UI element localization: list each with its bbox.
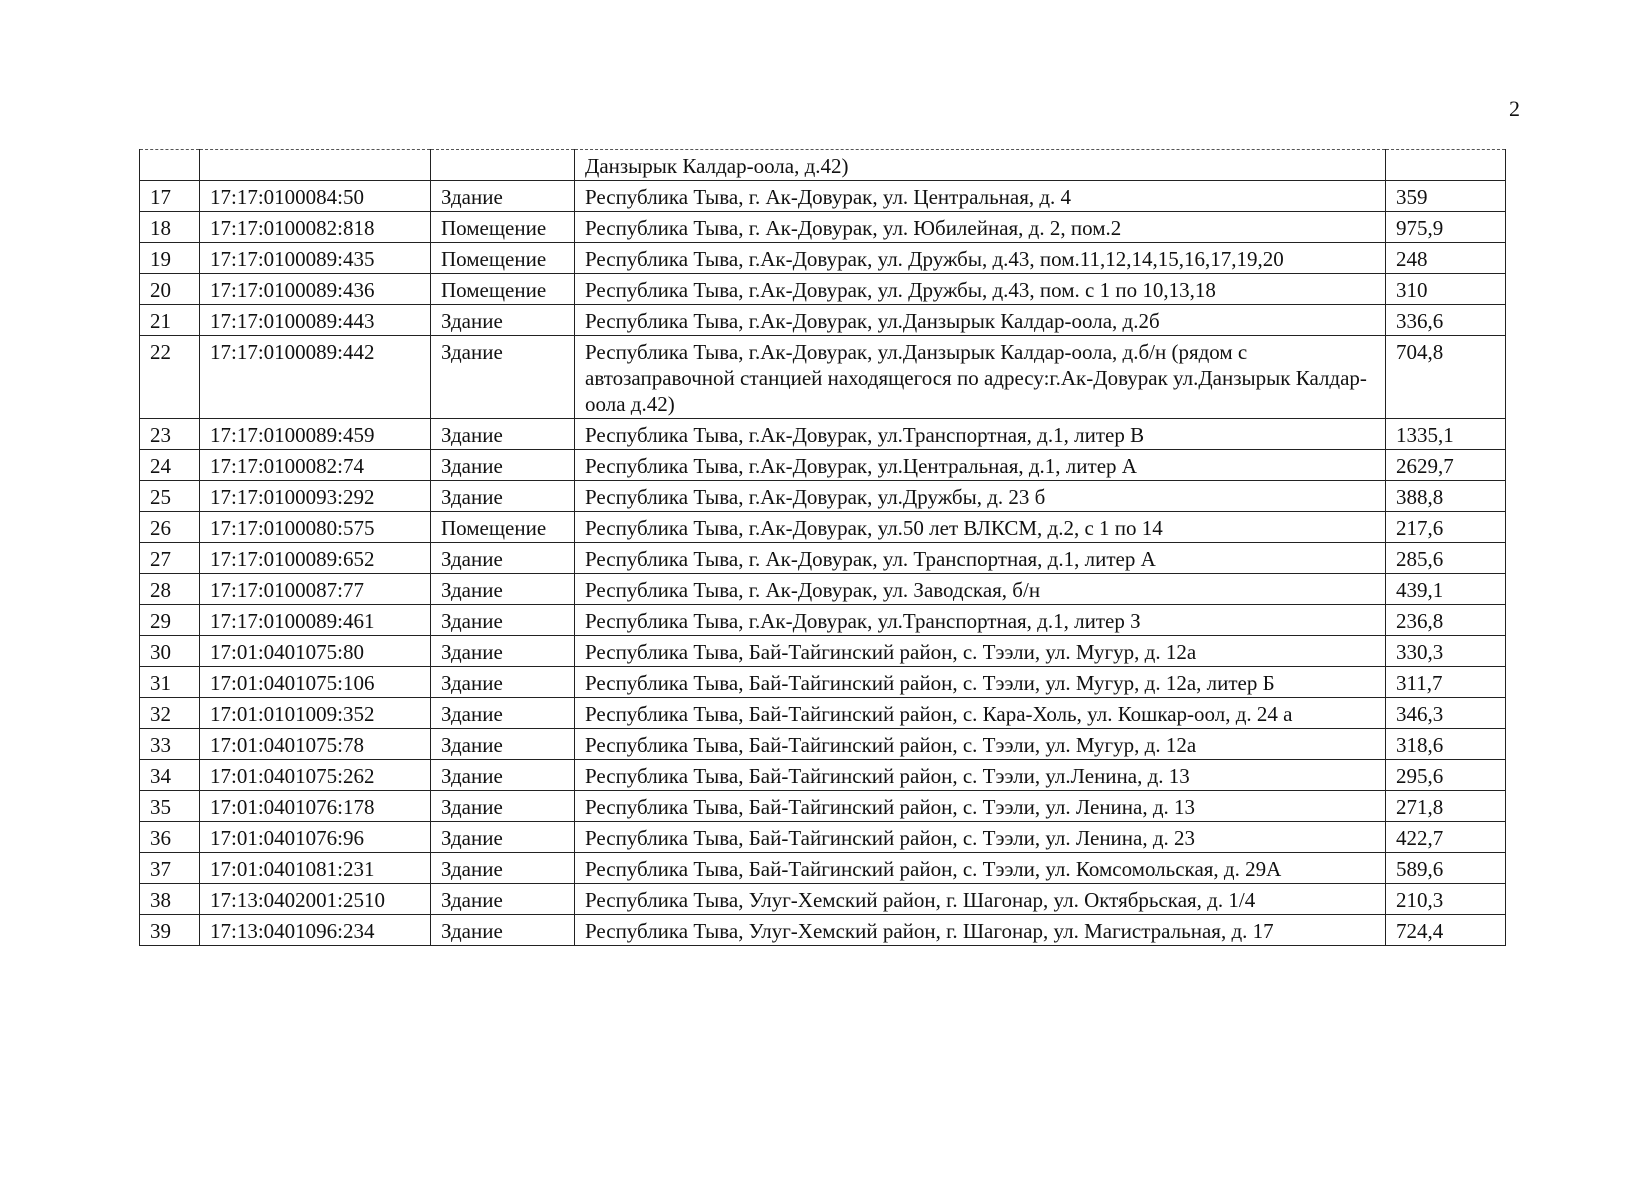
cell-area: 336,6 xyxy=(1386,305,1506,336)
property-table xyxy=(139,149,1506,946)
cell-num: 31 xyxy=(140,667,200,698)
cell-area: 236,8 xyxy=(1386,605,1506,636)
table-row xyxy=(140,450,1506,481)
cell-area: 210,3 xyxy=(1386,884,1506,915)
cell-address: Республика Тыва, г.Ак-Довурак, ул.50 лет ВЛКСМ, д.2, с 1 по 14 xyxy=(575,512,1386,543)
cell-type: Здание xyxy=(431,543,575,574)
table-row xyxy=(140,822,1506,853)
cell-cadastral: 17:17:0100080:575 xyxy=(200,512,431,543)
cell-cadastral: 17:17:0100089:461 xyxy=(200,605,431,636)
table-row xyxy=(140,760,1506,791)
cell-type: Здание xyxy=(431,729,575,760)
cell-address: Республика Тыва, Бай-Тайгинский район, с. Тээли, ул.Ленина, д. 13 xyxy=(575,760,1386,791)
cell-num: 39 xyxy=(140,915,200,946)
table-row xyxy=(140,481,1506,512)
cell-address: Республика Тыва, г.Ак-Довурак, ул.Данзырык Калдар-оола, д.2б xyxy=(575,305,1386,336)
cell-num: 38 xyxy=(140,884,200,915)
cell-cadastral: 17:17:0100087:77 xyxy=(200,574,431,605)
cell-area: 2629,7 xyxy=(1386,450,1506,481)
cell-area: 311,7 xyxy=(1386,667,1506,698)
table-row xyxy=(140,884,1506,915)
cell-area: 439,1 xyxy=(1386,574,1506,605)
cell-num: 22 xyxy=(140,336,200,419)
cell-num: 27 xyxy=(140,543,200,574)
cell-area: 248 xyxy=(1386,243,1506,274)
table-row xyxy=(140,305,1506,336)
cell-cadastral: 17:01:0401076:96 xyxy=(200,822,431,853)
cell-num: 21 xyxy=(140,305,200,336)
cell-num: 25 xyxy=(140,481,200,512)
table-row xyxy=(140,181,1506,212)
cell-num: 24 xyxy=(140,450,200,481)
table-row xyxy=(140,636,1506,667)
cell-address: Республика Тыва, Бай-Тайгинский район, с. Тээли, ул. Комсомольская, д. 29А xyxy=(575,853,1386,884)
cell-cadastral: 17:01:0401075:80 xyxy=(200,636,431,667)
table-body xyxy=(140,150,1506,946)
cell-num: 33 xyxy=(140,729,200,760)
cell-cadastral: 17:17:0100082:74 xyxy=(200,450,431,481)
table-row xyxy=(140,791,1506,822)
cell-area: 422,7 xyxy=(1386,822,1506,853)
cell-type xyxy=(431,150,575,181)
cell-address: Республика Тыва, Бай-Тайгинский район, с. Тээли, ул. Мугур, д. 12а xyxy=(575,729,1386,760)
table-row xyxy=(140,605,1506,636)
cell-area: 724,4 xyxy=(1386,915,1506,946)
cell-num xyxy=(140,150,200,181)
cell-area: 285,6 xyxy=(1386,543,1506,574)
cell-num: 34 xyxy=(140,760,200,791)
cell-type: Здание xyxy=(431,181,575,212)
cell-area: 359 xyxy=(1386,181,1506,212)
cell-address: Республика Тыва, Бай-Тайгинский район, с. Тээли, ул. Мугур, д. 12а xyxy=(575,636,1386,667)
table-row xyxy=(140,336,1506,419)
cell-area: 589,6 xyxy=(1386,853,1506,884)
cell-num: 35 xyxy=(140,791,200,822)
table-row xyxy=(140,698,1506,729)
table-row xyxy=(140,212,1506,243)
table-row xyxy=(140,274,1506,305)
cell-area: 318,6 xyxy=(1386,729,1506,760)
cell-type: Здание xyxy=(431,336,575,419)
cell-address: Республика Тыва, г. Ак-Довурак, ул. Транспортная, д.1, литер А xyxy=(575,543,1386,574)
cell-address: Республика Тыва, Улуг-Хемский район, г. Шагонар, ул. Магистральная, д. 17 xyxy=(575,915,1386,946)
cell-cadastral: 17:17:0100089:443 xyxy=(200,305,431,336)
cell-type: Здание xyxy=(431,853,575,884)
cell-num: 18 xyxy=(140,212,200,243)
cell-address: Республика Тыва, г.Ак-Довурак, ул. Дружбы, д.43, пом. с 1 по 10,13,18 xyxy=(575,274,1386,305)
cell-address: Республика Тыва, Улуг-Хемский район, г. Шагонар, ул. Октябрьская, д. 1/4 xyxy=(575,884,1386,915)
cell-cadastral: 17:01:0401075:78 xyxy=(200,729,431,760)
cell-num: 28 xyxy=(140,574,200,605)
cell-address: Республика Тыва, Бай-Тайгинский район, с. Тээли, ул. Ленина, д. 13 xyxy=(575,791,1386,822)
cell-type: Здание xyxy=(431,419,575,450)
cell-num: 20 xyxy=(140,274,200,305)
cell-type: Помещение xyxy=(431,243,575,274)
cell-num: 23 xyxy=(140,419,200,450)
cell-type: Здание xyxy=(431,574,575,605)
cell-cadastral: 17:17:0100089:435 xyxy=(200,243,431,274)
table-row xyxy=(140,574,1506,605)
cell-type: Здание xyxy=(431,636,575,667)
cell-cadastral: 17:01:0101009:352 xyxy=(200,698,431,729)
cell-address: Республика Тыва, Бай-Тайгинский район, с. Кара-Холь, ул. Кошкар-оол, д. 24 а xyxy=(575,698,1386,729)
cell-area: 310 xyxy=(1386,274,1506,305)
cell-address: Республика Тыва, г.Ак-Довурак, ул.Данзырык Калдар-оола, д.б/н (рядом с автозаправочной станцией находящегося по адресу:г.Ак-Довурак ул.Данзырык Калдар-оола д.42) xyxy=(575,336,1386,419)
cell-area: 330,3 xyxy=(1386,636,1506,667)
cell-type: Здание xyxy=(431,305,575,336)
cell-cadastral: 17:13:0401096:234 xyxy=(200,915,431,946)
cell-address: Республика Тыва, г. Ак-Довурак, ул. Юбилейная, д. 2, пом.2 xyxy=(575,212,1386,243)
cell-area: 346,3 xyxy=(1386,698,1506,729)
cell-num: 30 xyxy=(140,636,200,667)
cell-address: Республика Тыва, г.Ак-Довурак, ул. Дружбы, д.43, пом.11,12,14,15,16,17,19,20 xyxy=(575,243,1386,274)
table-row xyxy=(140,853,1506,884)
cell-cadastral: 17:17:0100093:292 xyxy=(200,481,431,512)
cell-type: Здание xyxy=(431,667,575,698)
cell-cadastral: 17:17:0100089:436 xyxy=(200,274,431,305)
cell-address: Республика Тыва, г.Ак-Довурак, ул.Транспортная, д.1, литер В xyxy=(575,419,1386,450)
cell-num: 36 xyxy=(140,822,200,853)
cell-type: Здание xyxy=(431,698,575,729)
cell-cadastral: 17:01:0401075:106 xyxy=(200,667,431,698)
cell-area: 217,6 xyxy=(1386,512,1506,543)
cell-type: Здание xyxy=(431,791,575,822)
cell-cadastral: 17:17:0100082:818 xyxy=(200,212,431,243)
cell-type: Помещение xyxy=(431,212,575,243)
table-row xyxy=(140,512,1506,543)
cell-address: Данзырык Калдар-оола, д.42) xyxy=(575,150,1386,181)
cell-num: 32 xyxy=(140,698,200,729)
cell-cadastral: 17:01:0401081:231 xyxy=(200,853,431,884)
cell-cadastral: 17:17:0100089:652 xyxy=(200,543,431,574)
cell-address: Республика Тыва, Бай-Тайгинский район, с. Тээли, ул. Мугур, д. 12а, литер Б xyxy=(575,667,1386,698)
cell-address: Республика Тыва, г.Ак-Довурак, ул.Дружбы, д. 23 б xyxy=(575,481,1386,512)
continuation-row xyxy=(140,150,1506,181)
cell-area: 975,9 xyxy=(1386,212,1506,243)
cell-num: 37 xyxy=(140,853,200,884)
table-row xyxy=(140,915,1506,946)
table-row xyxy=(140,243,1506,274)
cell-type: Здание xyxy=(431,450,575,481)
cell-num: 19 xyxy=(140,243,200,274)
cell-num: 17 xyxy=(140,181,200,212)
cell-cadastral: 17:01:0401076:178 xyxy=(200,791,431,822)
cell-type: Здание xyxy=(431,822,575,853)
cell-cadastral: 17:01:0401075:262 xyxy=(200,760,431,791)
page-number: 2 xyxy=(1509,96,1520,121)
cell-area: 388,8 xyxy=(1386,481,1506,512)
cell-address: Республика Тыва, г. Ак-Довурак, ул. Центральная, д. 4 xyxy=(575,181,1386,212)
cell-address: Республика Тыва, г. Ак-Довурак, ул. Заводская, б/н xyxy=(575,574,1386,605)
cell-num: 29 xyxy=(140,605,200,636)
cell-type: Здание xyxy=(431,760,575,791)
cell-type: Здание xyxy=(431,884,575,915)
cell-area: 704,8 xyxy=(1386,336,1506,419)
cell-area: 1335,1 xyxy=(1386,419,1506,450)
cell-type: Здание xyxy=(431,605,575,636)
cell-address: Республика Тыва, г.Ак-Довурак, ул.Центральная, д.1, литер А xyxy=(575,450,1386,481)
cell-area xyxy=(1386,150,1506,181)
cell-type: Помещение xyxy=(431,274,575,305)
table-row xyxy=(140,667,1506,698)
cell-area: 295,6 xyxy=(1386,760,1506,791)
cell-cadastral: 17:13:0402001:2510 xyxy=(200,884,431,915)
cell-cadastral: 17:17:0100089:442 xyxy=(200,336,431,419)
cell-area: 271,8 xyxy=(1386,791,1506,822)
cell-type: Здание xyxy=(431,481,575,512)
cell-cadastral xyxy=(200,150,431,181)
table-row xyxy=(140,729,1506,760)
cell-address: Республика Тыва, Бай-Тайгинский район, с. Тээли, ул. Ленина, д. 23 xyxy=(575,822,1386,853)
cell-cadastral: 17:17:0100089:459 xyxy=(200,419,431,450)
cell-address: Республика Тыва, г.Ак-Довурак, ул.Транспортная, д.1, литер З xyxy=(575,605,1386,636)
cell-num: 26 xyxy=(140,512,200,543)
cell-type: Помещение xyxy=(431,512,575,543)
cell-cadastral: 17:17:0100084:50 xyxy=(200,181,431,212)
cell-type: Здание xyxy=(431,915,575,946)
table-row xyxy=(140,419,1506,450)
table-row xyxy=(140,543,1506,574)
